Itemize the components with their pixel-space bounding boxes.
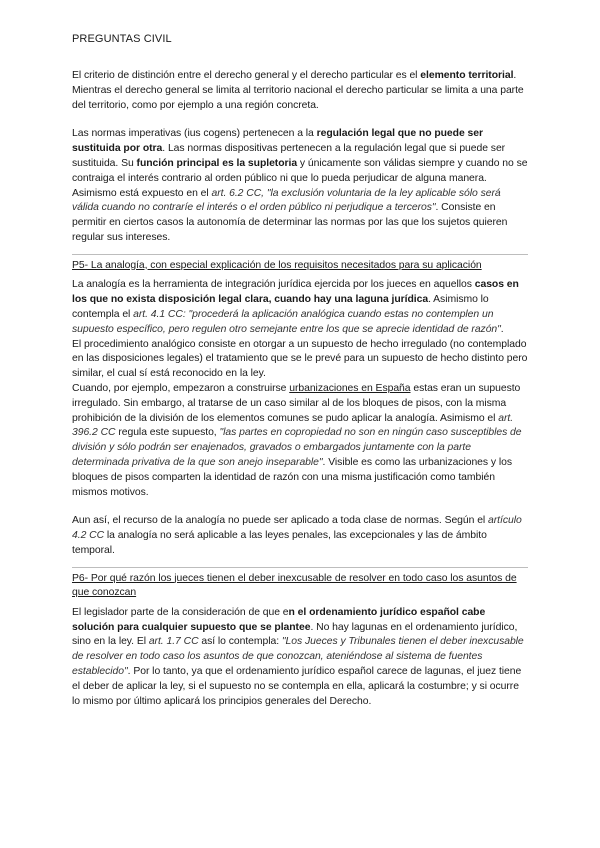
text-run: regula este supuesto, — [115, 427, 220, 439]
text-run: estas eran un supuesto irregulado. Sin embargo, al tratarse de un caso similar al de los bloques de pisos, con la misma prohibición de la división de los elementos comunes se pudo aplicar la analogía. Asimismo el — [72, 382, 521, 424]
text-run: . Las normas dispositivas pertenecen a la regulación legal que si puede ser sustituida. Su — [72, 143, 506, 169]
text-run: El criterio de distinción entre el derecho general y el derecho particular es el — [72, 70, 421, 81]
text-run: . No hay lagunas en el ordenamiento jurídico, sino en la ley. El — [72, 621, 518, 648]
paragraph-normas-imperativas — [72, 127, 528, 245]
text-run: . Mientras el derecho general se limita al territorio nacional el derecho particular se limita a una parte del territorio, como por ejemplo a una región concreta. — [72, 70, 524, 111]
citation-run: "Los Jueces y Tribunales tienen el deber inexcusable de resolver en todo caso los asuntos de que conozcan, ateniéndose al sistema de fuentes establecido" — [72, 636, 524, 678]
section-divider — [72, 254, 528, 255]
text-run: El legislador parte de la consideración de que e — [72, 606, 289, 618]
bold-run: regulación legal que no puede ser sustituida por otra — [72, 128, 483, 155]
citation-run: artículo 4.2 CC — [72, 515, 522, 542]
document-page — [72, 32, 528, 709]
bold-run: elemento territorial — [420, 70, 514, 81]
text-run: La analogía es la herramienta de integración jurídica ejercida por los jueces en aquellos — [72, 279, 475, 291]
text-run: así lo contempla: — [198, 636, 282, 648]
bold-run: función principal es la supletoria — [136, 157, 298, 169]
paragraph-procedimiento: El procedimiento analógico consiste en otorgar a un supuesto de hecho irregulado (no contemplado en las disposiciones legales) el tratamiento que se le prevé para un supuesto de hecho distinto pero similar, el cual sí está reconocido en la ley. — [72, 338, 528, 380]
text-run: Cuando, por ejemplo, empezaron a construirse — [72, 382, 290, 394]
text-run: Aun así, el recurso de la analogía no puede ser aplicado a toda clase de normas. Según el — [72, 515, 489, 527]
text-run: . Consiste en permitir en ciertos casos la autonomía de determinar las normas por las que los sujetos quieren regular sus intereses. — [72, 202, 508, 243]
text-run: y únicamente son válidas siempre y cuando no se contraiga el interés contrario al orden público ni que lo pueda perjudicar de alguna manera. Asimismo está expuesto en el — [72, 157, 528, 199]
text-run: Las normas imperativas (ius cogens) pertenecen a la — [72, 128, 317, 140]
citation-run: art. 1.7 CC — [148, 636, 199, 648]
citation-run: art. 6.2 CC, "la exclusión voluntaria de la ley aplicable sólo será válida cuando no contraríe el interés o el orden público ni perjudique a terceros" — [72, 187, 501, 214]
underlined-run: urbanizaciones en España — [289, 382, 411, 394]
paragraph-legislador — [72, 606, 528, 710]
bold-run: casos en los que no exista disposición legal clara, cuando hay una laguna jurídica — [72, 279, 519, 306]
citation-run: "las partes en copropiedad no son en ningún caso susceptibles de división y sólo podrán ser enajenados, gravados o embargados juntamente con la parte determinada privativa de la que son anejo inseparable" — [72, 427, 522, 468]
text-run: . Visible es como las urbanizaciones y los bloques de pisos comparten la identidad de razón con una misma justificación como también mismos motivos. — [72, 456, 512, 498]
citation-run: art. 396.2 CC — [72, 412, 514, 439]
text-run: la analogía no será aplicable a las leyes penales, las excepcionales y las de ámbito temporal. — [72, 530, 487, 556]
paragraph-urbanizaciones — [72, 382, 528, 500]
heading-p6: P6- Por qué razón los jueces tienen el deber inexcusable de resolver en todo caso los asuntos de que conozcan — [72, 572, 517, 599]
bold-run: n el ordenamiento jurídico español cabe solución para cualquier supuesto que se plantee — [72, 606, 486, 633]
text-run: . Por lo tanto, ya que el ordenamiento jurídico español carece de lagunas, el juez tiene el deber de aplicar la ley, si el supuesto no se contempla en ella, aplicará la costumbre; y si ocurre lo mismo por último aplicará los principios generales del Derecho. — [72, 666, 522, 707]
text-run: . — [500, 323, 504, 335]
section-divider — [72, 567, 528, 568]
paragraph-aun-asi — [72, 514, 528, 558]
paragraph-analogia — [72, 278, 528, 337]
citation-run: art. 4.1 CC: "procederá la aplicación analógica cuando estas no contemplen un supuesto específico, pero regulen otro semejante entre los que se aprecie identidad de razón" — [72, 308, 501, 335]
heading-p5: P5- La analogía, con especial explicación de los requisitos necesitados para su aplicación — [72, 259, 482, 271]
paragraph-territorial — [72, 69, 528, 113]
text-run: . Asimismo lo contempla el — [72, 294, 489, 320]
document-title: PREGUNTAS CIVIL — [72, 33, 172, 45]
